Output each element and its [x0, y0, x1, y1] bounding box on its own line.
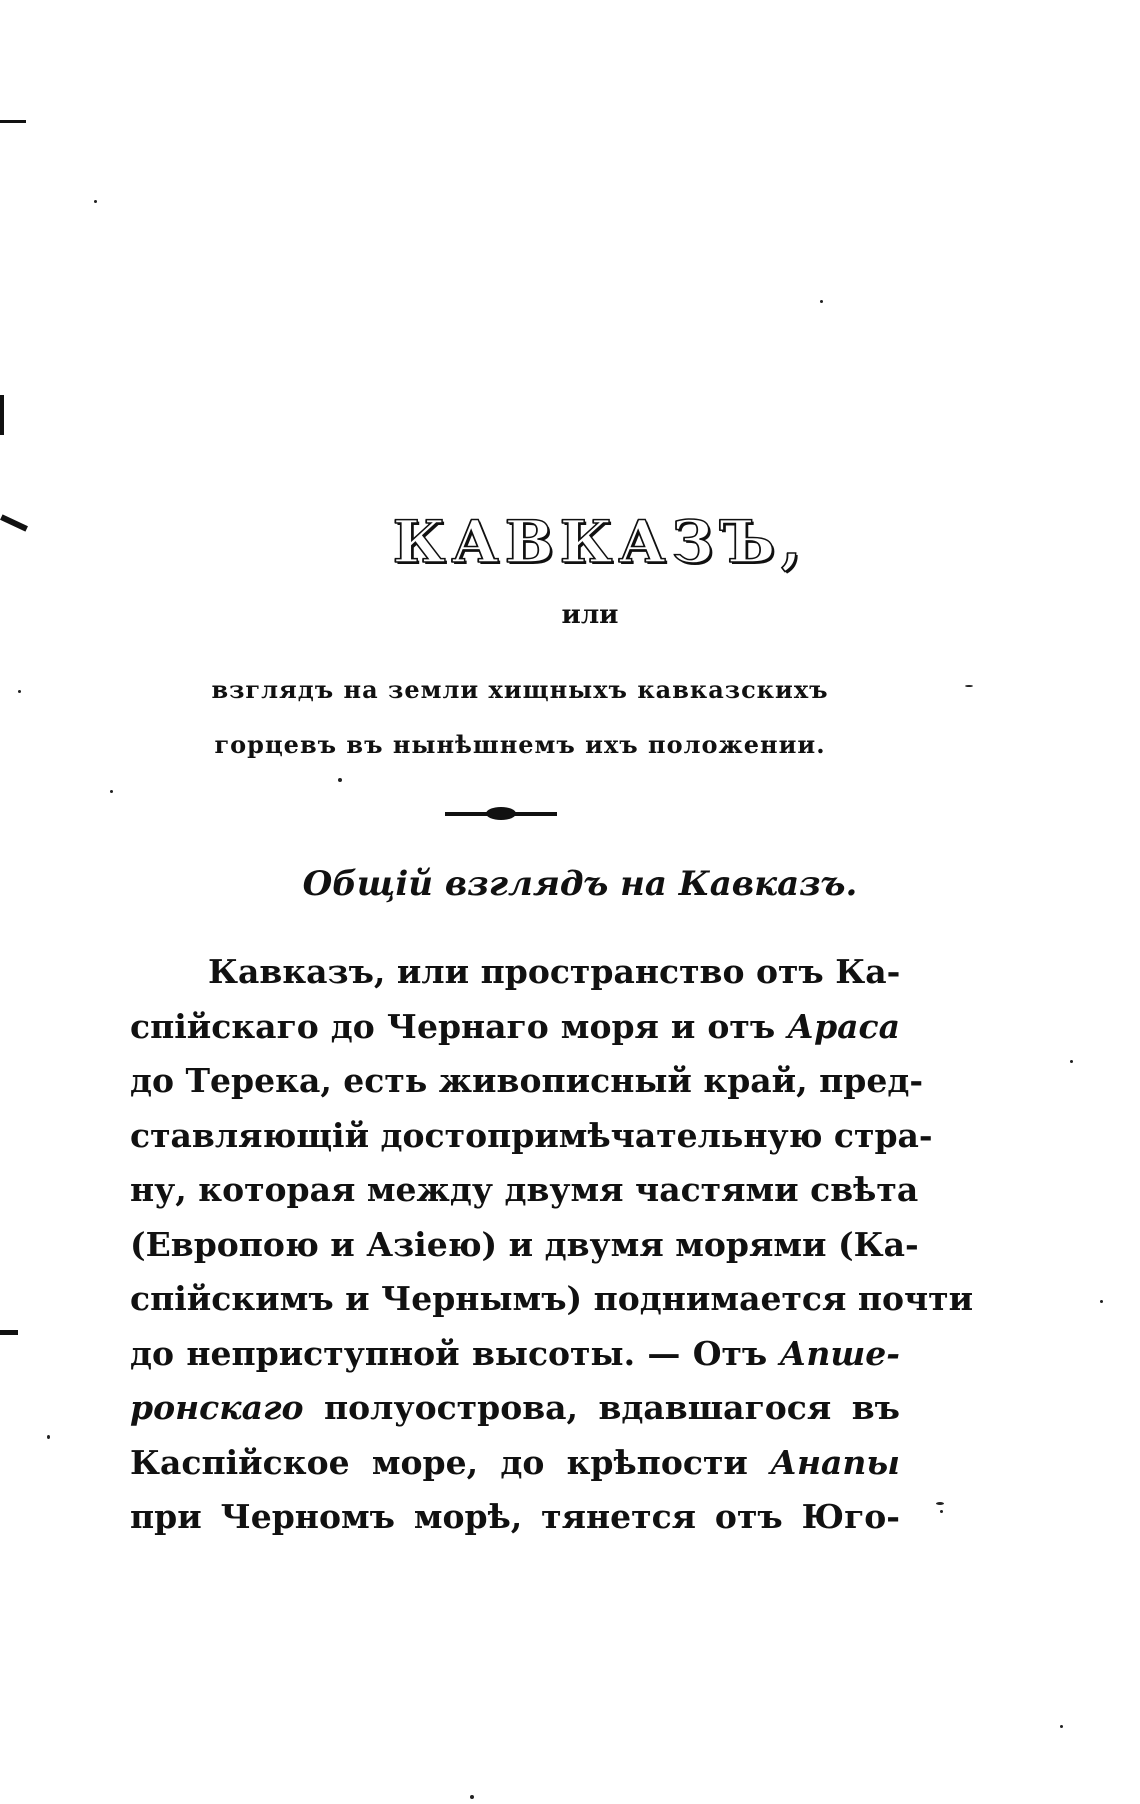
- paragraph-line: до Терека, есть живописный край, пред-: [130, 1061, 924, 1100]
- margin-scan-mark: [0, 120, 26, 123]
- scan-speck: [1060, 1725, 1063, 1728]
- page-title: [0, 508, 1140, 576]
- italic-place-name: Анапы: [770, 1442, 900, 1482]
- paragraph-line: спiйскимъ и Чернымъ) поднимается почти: [130, 1279, 974, 1318]
- scan-speck: [940, 1510, 943, 1513]
- line-text: спiйскаго до Чернаго моря и отъ: [130, 1006, 788, 1046]
- line-text: полуострова, вдавшагося въ: [303, 1388, 900, 1427]
- paragraph-line: ну, которая между двумя частями свѣта: [130, 1170, 919, 1209]
- subtitle-line-2: горцевъ въ нынѣшнемъ ихъ положении.: [214, 730, 826, 759]
- scan-speck: [965, 685, 973, 687]
- scan-speck: [470, 1795, 474, 1799]
- paragraph-line: [130, 1436, 900, 1491]
- scan-speck: [1100, 1300, 1103, 1303]
- or-line: или: [561, 600, 619, 630]
- paragraph-line: ставляющiй достопримѣчательную стра-: [130, 1115, 933, 1155]
- margin-scan-mark: [0, 395, 4, 435]
- line-text: Каспiйское море, до крѣпости: [130, 1442, 771, 1482]
- scan-speck: [1070, 1060, 1073, 1063]
- section-heading: Общiй взглядъ на Кавказъ.: [302, 864, 858, 904]
- title-text: КАВКАЗЪ,: [392, 508, 808, 576]
- margin-scan-mark: [0, 1330, 18, 1335]
- paragraph-line: [130, 1381, 900, 1436]
- paragraph-line: (Европою и Азiею) и двумя морями (Ка-: [130, 1224, 919, 1264]
- italic-place-name: Араса: [787, 1006, 900, 1046]
- scan-speck: [47, 1435, 50, 1439]
- line-text: до неприступной высоты. — Отъ: [130, 1333, 780, 1373]
- subtitle-line-1: взглядъ на земли хищныхъ кавказскихъ: [211, 675, 829, 704]
- scan-speck: [338, 778, 342, 782]
- scan-speck: [110, 790, 113, 793]
- italic-place-name: ронскаго: [130, 1388, 304, 1427]
- decorative-rule-ornament: [486, 807, 516, 820]
- paragraph-line: [130, 1327, 900, 1382]
- paragraph-line: Кавказъ, или пространство отъ Ка-: [208, 952, 901, 991]
- italic-place-name: Апше-: [779, 1333, 900, 1373]
- scan-speck: [936, 1502, 944, 1505]
- scan-speck: [820, 300, 823, 303]
- paragraph: [130, 945, 974, 1545]
- paragraph-line: при Черномъ морѣ, тянется отъ Юго-: [130, 1497, 900, 1536]
- scan-speck: [18, 690, 21, 693]
- paragraph-line: [130, 1000, 900, 1055]
- scan-speck: [94, 200, 97, 203]
